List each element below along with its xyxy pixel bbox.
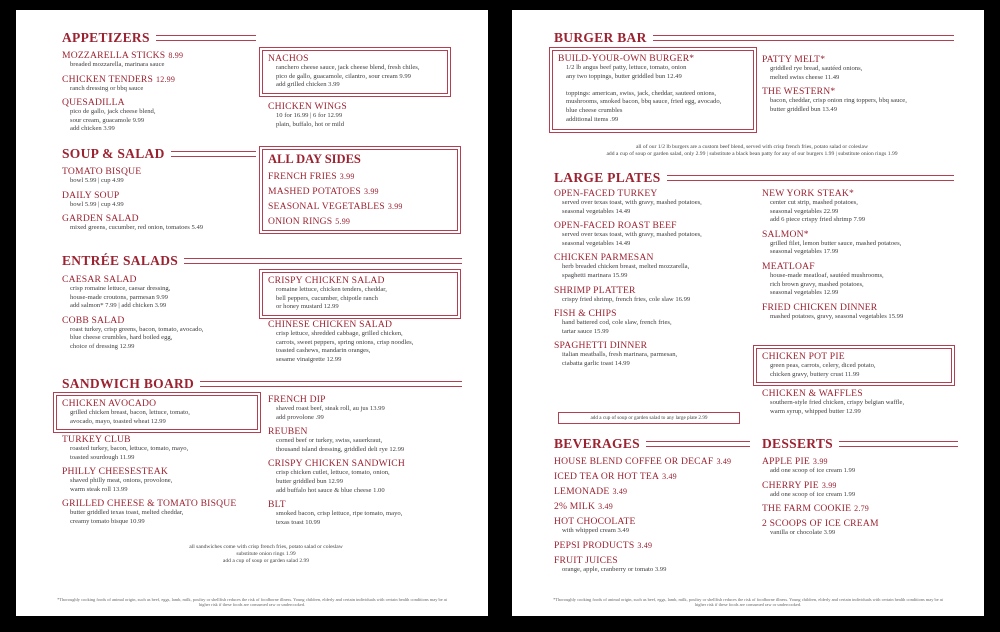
menu-item	[268, 171, 452, 182]
menu-item	[762, 261, 962, 298]
all-day-sides-box	[262, 149, 458, 231]
burger-bar-section	[554, 30, 954, 46]
soup-salad-section	[62, 146, 256, 233]
item-desc: green peas, carrots, celery, diced potato, chicken gravy, buttery crust 11.99	[770, 362, 876, 378]
item-name: CHICKEN WINGS	[268, 101, 347, 112]
item-name: MOZZARELLA STICKS	[62, 50, 166, 61]
wings-item	[268, 101, 454, 129]
menu-item	[268, 426, 464, 454]
menu-item	[554, 188, 754, 216]
item-desc: grilled filet, lemon butter sauce, mashed potatoes, seasonal vegetables 17.99	[770, 239, 902, 256]
item-name: CHICKEN AVOCADO	[62, 398, 157, 409]
item-desc: center cut strip, mashed potatoes, seasonal vegetables 22.99 add 6 piece crispy fried shrimp 7.99	[770, 199, 866, 224]
item-name: TOMATO BISQUE	[62, 166, 142, 177]
item-name: LEMONADE	[554, 486, 610, 497]
item-name: PEPSI PRODUCTS	[554, 539, 635, 551]
item-name: CHERRY PIE	[762, 479, 819, 491]
item-name: ONION RINGS	[268, 216, 333, 227]
item-desc: roasted turkey, bacon, lettuce, tomato, mayo, toasted sourdough 11.99	[70, 445, 189, 461]
item-desc: served over texas toast, with gravy, mashed potatoes, seasonal vegetables 14.49	[562, 231, 702, 247]
item-desc: orange, apple, cranberry or tomato 3.99	[562, 565, 667, 573]
item-desc: house-made meatloaf, sautéed mushrooms, rich brown gravy, mashed potatoes, seasonal vegetables 12.99	[770, 271, 884, 297]
menu-item	[268, 458, 464, 495]
footer-disclaimer: *Thoroughly cooking foods of animal origin, such as beef, eggs, lamb, milk, poultry or shellfish reduces the risk of foodborne illness. Young children, elderly and certain individuals with certain health conditions may be at higher risk if these foods are consumed raw or undercooked.	[553, 596, 943, 608]
item-price: 3.49	[612, 487, 628, 496]
menu-item	[554, 486, 750, 497]
chicken-waffles-item	[762, 388, 962, 416]
item-name: NACHOS	[268, 53, 309, 64]
item-name: 2% MILK	[554, 501, 596, 512]
item-desc: roast turkey, crisp greens, bacon, tomato, avocado, blue cheese crumbles, hard boiled egg, choice of dressing 12.99	[70, 325, 204, 350]
menu-item	[554, 456, 750, 467]
item-price: 3.99	[387, 202, 403, 211]
item-desc: bacon, cheddar, crisp onion ring toppers, bbq sauce, butter griddled bun 13.49	[770, 97, 907, 113]
chinese-chicken-salad-item	[268, 319, 464, 364]
item-name: CHICKEN & WAFFLES	[762, 388, 863, 399]
item-name: CHICKEN PARMESAN	[554, 252, 654, 264]
menu-item	[62, 498, 258, 526]
item-desc: hand battered cod, cole slaw, french fries, tartar sauce 15.99	[562, 319, 672, 335]
item-name: SHRIMP PLATTER	[554, 284, 636, 296]
menu-item	[62, 315, 258, 352]
burger-note: all of our 1/2 lb burgers are a custom beef blend, served with crisp french fries, potato salad or coleslaw add a cup of soup or garden salad, only 2.99 | substitute a black bean patty for any of our burgers 1.99 | substitute onion rings 1.99	[606, 144, 898, 157]
item-name: CAESAR SALAD	[62, 274, 137, 285]
item-price: 3.49	[598, 502, 613, 511]
crispy-chicken-salad-box	[262, 272, 458, 316]
item-name: SPAGHETTI DINNER	[554, 340, 648, 352]
item-desc: ranch dressing or bbq sauce	[70, 84, 144, 92]
chicken-pot-pie-box	[756, 348, 952, 383]
menu-item	[62, 466, 258, 494]
item-name: GARDEN SALAD	[62, 213, 139, 225]
item-price: 3.99	[363, 187, 379, 196]
menu-item	[762, 188, 962, 225]
menu-item	[268, 201, 452, 212]
item-name: CHICKEN POT PIE	[762, 351, 845, 362]
menu-item	[62, 213, 256, 233]
item-desc: mixed greens, cucumber, red onion, tomatoes 5.49	[70, 224, 204, 232]
section-heading: BEVERAGES	[554, 436, 640, 451]
desserts-section	[762, 436, 958, 538]
item-name: COBB SALAD	[62, 314, 125, 326]
item-name: THE WESTERN*	[762, 86, 836, 98]
item-name: CHINESE CHICKEN SALAD	[268, 319, 393, 330]
item-desc: crispy fried shrimp, french fries, cole slaw 16.99	[562, 295, 691, 303]
beverages-section	[554, 436, 750, 574]
item-name: HOT CHOCOLATE	[554, 516, 636, 527]
menu-item	[554, 555, 750, 575]
menu-item	[762, 86, 962, 114]
item-desc: crisp romaine lettuce, caesar dressing, house-made croutons, parmesan 9.99 add salmon* 7.99 | add chicken 3.99	[70, 285, 171, 310]
menu-item	[762, 456, 958, 476]
item-price: 3.49	[716, 457, 732, 466]
item-name: ICED TEA OR HOT TEA	[554, 471, 660, 482]
entree-salads-left	[62, 270, 258, 352]
item-price: 3.49	[637, 540, 653, 550]
menu-item	[268, 186, 452, 197]
item-desc: griddled rye bread, sautéed onions, melted swiss cheese 11.49	[770, 65, 863, 81]
item-desc: italian meatballs, fresh marinara, parmesan, ciabatta garlic toast 14.99	[562, 351, 678, 367]
item-name: OPEN-FACED TURKEY	[554, 188, 658, 199]
menu-item	[554, 501, 750, 512]
item-desc: romaine lettuce, chicken tenders, cheddar, bell peppers, cucumber, chipotle ranch or honey mustard 12.99	[276, 286, 387, 311]
item-name: CRISPY CHICKEN SANDWICH	[268, 458, 405, 470]
section-heading: SANDWICH BOARD	[62, 376, 195, 391]
item-desc: herb breaded chicken breast, melted mozzarella, spaghetti marinara 15.99	[562, 263, 690, 279]
item-name: SALMON*	[762, 228, 809, 240]
large-plates-note: add a cup of soup or garden salad to any large plate 2.99	[558, 412, 740, 424]
section-heading: DESSERTS	[762, 436, 833, 451]
menu-item	[62, 434, 258, 462]
item-price: 2.79	[854, 504, 869, 514]
item-name: FISH & CHIPS	[554, 308, 617, 320]
item-desc: smoked bacon, crisp lettuce, ripe tomato, mayo, texas toast 10.99	[276, 510, 403, 526]
section-heading: LARGE PLATES	[554, 170, 661, 185]
item-name: CRISPY CHICKEN SALAD	[268, 275, 385, 286]
item-name: 2 SCOOPS OF ICE CREAM	[762, 518, 879, 530]
item-desc: vanilla or chocolate 3.99	[770, 529, 836, 537]
item-name: MEATLOAF	[762, 260, 815, 272]
item-price: 3.99	[339, 172, 355, 181]
item-name: OPEN-FACED ROAST BEEF	[554, 220, 677, 232]
nachos-box	[262, 50, 448, 94]
item-price: 5.99	[335, 217, 351, 226]
item-desc: shaved roast beef, steak roll, au jus 13.99 add provolone .99	[276, 405, 385, 421]
item-name: BLT	[268, 499, 286, 511]
item-desc: served over texas toast, with gravy, mashed potatoes, seasonal vegetables 14.49	[562, 199, 702, 215]
item-desc: corned beef or turkey, swiss, sauerkraut, thousand island dressing, griddled deli rye 12.99	[276, 437, 405, 453]
item-price: 8.99	[168, 51, 184, 60]
appetizers-section	[62, 30, 256, 134]
item-name: DAILY SOUP	[62, 189, 120, 201]
item-name: NEW YORK STEAK*	[762, 188, 855, 199]
item-name: APPLE PIE	[762, 456, 810, 467]
item-price: 3.99	[821, 480, 837, 490]
item-desc: butter griddled texas toast, melted cheddar, creamy tomato bisque 10.99	[70, 509, 184, 525]
item-name: FRENCH DIP	[268, 394, 326, 405]
item-desc: southern-style fried chicken, crispy belgian waffle, warm syrup, whipped butter 12.99	[770, 399, 905, 415]
item-name: QUESADILLA	[62, 97, 125, 109]
menu-item	[554, 252, 754, 280]
menu-item	[268, 499, 464, 527]
item-name: HOUSE BLEND COFFEE OR DECAF	[554, 456, 714, 467]
menu-item	[554, 516, 750, 536]
menu-item	[554, 308, 754, 336]
item-desc: bowl 5.99 | cup 4.99	[70, 200, 124, 208]
sandwich-left-list	[62, 430, 258, 527]
section-heading: ENTRÉE SALADS	[62, 253, 179, 268]
item-desc: with whipped cream 3.49	[562, 527, 630, 534]
item-desc: add one scoop of ice cream 1.99	[770, 490, 856, 498]
build-your-own-box	[552, 50, 754, 130]
item-price: 12.99	[156, 74, 176, 84]
entree-salads-section	[62, 253, 462, 269]
menu-item	[62, 166, 256, 186]
sandwich-right-list	[268, 390, 464, 527]
large-plates-left	[554, 184, 754, 369]
menu-item	[62, 274, 258, 311]
sandwich-note: all sandwiches come with crisp french fries, potato salad or coleslaw substitute onion rings 1.99 add a cup of soup or garden salad 2.99	[189, 544, 343, 564]
large-plates-right	[762, 184, 962, 321]
item-name: SEASONAL VEGETABLES	[268, 201, 385, 212]
menu-item	[762, 480, 958, 500]
section-heading: BURGER BAR	[554, 30, 647, 45]
item-desc: shaved philly meat, onions, provolone, warm steak roll 13.99	[70, 477, 173, 493]
item-desc: add one scoop of ice cream 1.99	[770, 467, 856, 474]
chicken-avocado-box	[56, 395, 258, 430]
item-name: FRIED CHICKEN DINNER	[762, 301, 878, 313]
menu-item	[554, 220, 754, 248]
item-desc: 1/2 lb angus beef patty, lettuce, tomato, onion any two toppings, butter griddled bun 12.49 toppings: american, swiss, jack, cheddar, sauteed onions, mushrooms, smoked bacon, bbq sauce, fried egg, avocado, blue cheese crumbles additional items .99	[566, 64, 722, 123]
item-desc: ranchero cheese sauce, jack cheese blend, fresh chiles, pico de gallo, guacamole, cilantro, sour cream 9.99 add grilled chicken 3.99	[276, 64, 420, 89]
section-heading: APPETIZERS	[62, 30, 150, 45]
item-name: PHILLY CHEESESTEAK	[62, 466, 168, 478]
menu-item	[554, 540, 750, 551]
menu-item	[554, 340, 754, 368]
item-name: PATTY MELT*	[762, 54, 826, 65]
item-name: REUBEN	[268, 426, 308, 438]
menu-item	[62, 97, 256, 134]
section-heading: ALL DAY SIDES	[268, 152, 361, 166]
item-price: 3.99	[812, 457, 828, 466]
menu-item	[762, 54, 962, 82]
menu-item	[762, 229, 962, 257]
menu-page-right	[512, 10, 984, 616]
item-name: FRUIT JUICES	[554, 554, 618, 566]
item-name: GRILLED CHEESE & TOMATO BISQUE	[62, 498, 237, 510]
item-name: THE FARM COOKIE	[762, 503, 852, 515]
item-desc: breaded mozzarella, marinara sauce	[70, 61, 165, 68]
item-desc: pico de gallo, jack cheese blend, sour cream, guacamole 9.99 add chicken 3.99	[70, 108, 156, 133]
footer-disclaimer: *Thoroughly cooking foods of animal origin, such as beef, eggs, lamb, milk, poultry or shellfish reduces the risk of foodborne illness. Young children, elderly and certain individuals with certain health conditions may be at higher risk if these foods are consumed raw or undercooked.	[57, 596, 447, 608]
menu-item	[762, 503, 958, 514]
item-name: FRENCH FRIES	[268, 171, 337, 182]
item-desc: grilled chicken breast, bacon, lettuce, tomato, avocado, mayo, toasted wheat 12.99	[70, 409, 190, 425]
menu-item	[554, 285, 754, 305]
menu-item	[268, 394, 464, 422]
item-desc: mashed potatoes, gravy, seasonal vegetables 15.99	[770, 312, 904, 320]
section-heading: SOUP & SALAD	[62, 146, 165, 161]
menu-item	[762, 302, 962, 322]
burger-right-list	[762, 50, 962, 114]
item-price: 3.49	[662, 472, 677, 481]
item-desc: crisp chicken cutlet, lettuce, tomato, onion, butter griddled bun 12.99 add buffalo hot sauce & blue cheese 1.00	[276, 469, 390, 494]
item-desc: crisp lettuce, shredded cabbage, grilled chicken, carrots, sweet peppers, spring onions, crisp noodles, toasted cashews, mandarin oranges, sesame vinaigrette 12.99	[276, 330, 414, 363]
item-name: CHICKEN TENDERS	[62, 73, 154, 85]
item-name: MASHED POTATOES	[268, 186, 361, 197]
menu-item	[554, 471, 750, 482]
menu-item	[62, 190, 256, 210]
item-name: BUILD-YOUR-OWN BURGER*	[558, 53, 695, 64]
menu-item	[762, 518, 958, 538]
menu-page-left	[16, 10, 488, 616]
menu-item	[62, 50, 256, 70]
item-desc: 10 for 16.99 | 6 for 12.99 plain, buffalo, hot or mild	[276, 112, 345, 128]
item-name: TURKEY CLUB	[62, 434, 131, 445]
item-desc: bowl 5.99 | cup 4.99	[70, 177, 124, 184]
menu-item	[62, 74, 256, 94]
menu-item	[268, 216, 452, 227]
